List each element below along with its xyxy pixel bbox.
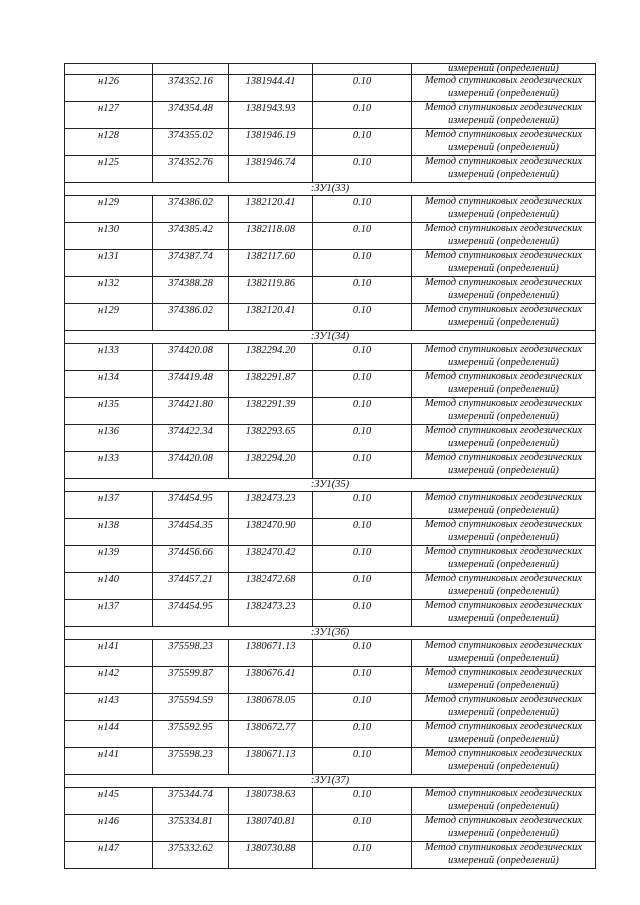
point-cell: н141 xyxy=(65,748,153,775)
method-cell xyxy=(412,492,596,519)
y-cell: 1381946.74 xyxy=(229,156,313,183)
method-line-2: измерений (определений) xyxy=(448,558,559,570)
method-line-1: Метод спутниковых геодезических xyxy=(424,129,583,140)
y-cell: 1382472.68 xyxy=(229,573,313,600)
method-line-1: Метод спутниковых геодезических xyxy=(424,344,583,355)
method-line-2: измерений (определений) xyxy=(448,531,559,543)
method-line-1: Метод спутниковых геодезических xyxy=(424,815,583,826)
accuracy-cell: 0.10 xyxy=(313,546,412,573)
point-cell: н129 xyxy=(65,196,153,223)
point-cell: н125 xyxy=(65,156,153,183)
accuracy-cell: 0.10 xyxy=(313,600,412,627)
x-cell: 375598.23 xyxy=(153,640,229,667)
method-line-1: Метод спутниковых геодезических xyxy=(424,156,583,167)
y-cell: 1380678.05 xyxy=(229,694,313,721)
x-cell: 375594.59 xyxy=(153,694,229,721)
x-cell: 374454.95 xyxy=(153,600,229,627)
coordinates-table xyxy=(64,63,596,869)
method-line-1: Метод спутниковых геодезических xyxy=(424,546,583,557)
table-row xyxy=(65,748,596,775)
y-cell: 1380738.63 xyxy=(229,788,313,815)
method-cell: измерений (определений) xyxy=(412,64,596,75)
point-cell: н137 xyxy=(65,600,153,627)
method-cell xyxy=(412,371,596,398)
method-line-1: Метод спутниковых геодезических xyxy=(424,102,583,113)
method-cell xyxy=(412,102,596,129)
method-line-1: Метод спутниковых геодезических xyxy=(424,788,583,799)
point-cell: н147 xyxy=(65,842,153,869)
accuracy-cell: 0.10 xyxy=(313,371,412,398)
accuracy-cell: 0.10 xyxy=(313,425,412,452)
table-row xyxy=(65,371,596,398)
method-line-2: измерений (определений) xyxy=(448,383,559,395)
table-row xyxy=(65,667,596,694)
method-cell xyxy=(412,196,596,223)
table-row xyxy=(65,75,596,102)
coordinates-table-sheet xyxy=(64,63,592,869)
point-cell: н137 xyxy=(65,492,153,519)
table-row xyxy=(65,129,596,156)
method-line-1: Метод спутниковых геодезических xyxy=(424,748,583,759)
point-cell: н145 xyxy=(65,788,153,815)
method-cell xyxy=(412,277,596,304)
accuracy-cell: 0.10 xyxy=(313,573,412,600)
y-cell: 1381946.19 xyxy=(229,129,313,156)
accuracy-cell: 0.10 xyxy=(313,640,412,667)
point-cell: н133 xyxy=(65,452,153,479)
method-cell xyxy=(412,842,596,869)
method-line-1: Метод спутниковых геодезических xyxy=(424,250,583,261)
x-cell: 374457.21 xyxy=(153,573,229,600)
y-cell: 1380740.81 xyxy=(229,815,313,842)
accuracy-cell: 0.10 xyxy=(313,788,412,815)
table-row xyxy=(65,102,596,129)
zone-header-row xyxy=(65,479,596,492)
table-row xyxy=(65,519,596,546)
method-cell xyxy=(412,452,596,479)
y-cell: 1382119.86 xyxy=(229,277,313,304)
method-line-2: измерений (определений) xyxy=(448,800,559,812)
x-cell: 374385.42 xyxy=(153,223,229,250)
method-line-2: измерений (определений) xyxy=(448,437,559,449)
x-cell: 375332.62 xyxy=(153,842,229,869)
method-cell xyxy=(412,600,596,627)
method-cell xyxy=(412,344,596,371)
method-line-2: измерений (определений) xyxy=(448,410,559,422)
method-line-2: измерений (определений) xyxy=(448,706,559,718)
method-line-1: Метод спутниковых геодезических xyxy=(424,667,583,678)
y-cell xyxy=(229,64,313,75)
method-cell xyxy=(412,75,596,102)
x-cell: 374420.08 xyxy=(153,344,229,371)
table-row xyxy=(65,344,596,371)
accuracy-cell: 0.10 xyxy=(313,102,412,129)
x-cell: 374420.08 xyxy=(153,452,229,479)
x-cell xyxy=(153,64,229,75)
table-row xyxy=(65,815,596,842)
table-row xyxy=(65,600,596,627)
y-cell: 1382291.87 xyxy=(229,371,313,398)
method-line-2: измерений (определений) xyxy=(448,612,559,624)
coordinates-table-body xyxy=(65,64,596,869)
accuracy-cell: 0.10 xyxy=(313,519,412,546)
method-line-2: измерений (определений) xyxy=(448,827,559,839)
point-cell: н128 xyxy=(65,129,153,156)
x-cell: 374355.02 xyxy=(153,129,229,156)
table-row xyxy=(65,250,596,277)
method-line-2: измерений (определений) xyxy=(448,733,559,745)
x-cell: 375598.23 xyxy=(153,748,229,775)
method-line-2: измерений (определений) xyxy=(448,854,559,866)
point-cell: н142 xyxy=(65,667,153,694)
method-line-2: измерений (определений) xyxy=(448,114,559,126)
x-cell: 374454.35 xyxy=(153,519,229,546)
method-cell xyxy=(412,788,596,815)
x-cell: 374387.74 xyxy=(153,250,229,277)
method-cell xyxy=(412,640,596,667)
point-cell: н131 xyxy=(65,250,153,277)
method-line-2: измерений (определений) xyxy=(448,141,559,153)
method-line-1: Метод спутниковых геодезических xyxy=(424,75,583,86)
zone-label: :ЗУ1(36) xyxy=(65,627,596,640)
method-line-2: измерений (определений) xyxy=(448,289,559,301)
y-cell: 1380671.13 xyxy=(229,640,313,667)
table-row xyxy=(65,573,596,600)
table-row xyxy=(65,842,596,869)
x-cell: 374352.76 xyxy=(153,156,229,183)
x-cell: 375599.87 xyxy=(153,667,229,694)
method-cell xyxy=(412,546,596,573)
y-cell: 1382473.23 xyxy=(229,600,313,627)
point-cell xyxy=(65,64,153,75)
point-cell: н134 xyxy=(65,371,153,398)
point-cell: н138 xyxy=(65,519,153,546)
point-cell: н126 xyxy=(65,75,153,102)
method-cell xyxy=(412,129,596,156)
point-cell: н146 xyxy=(65,815,153,842)
method-line-1: Метод спутниковых геодезических xyxy=(424,277,583,288)
method-line-2: измерений (определений) xyxy=(448,585,559,597)
method-line-1: Метод спутниковых геодезических xyxy=(424,371,583,382)
y-cell: 1382294.20 xyxy=(229,344,313,371)
x-cell: 375592.95 xyxy=(153,721,229,748)
x-cell: 374386.02 xyxy=(153,196,229,223)
method-cell xyxy=(412,223,596,250)
y-cell: 1381943.93 xyxy=(229,102,313,129)
point-cell: н130 xyxy=(65,223,153,250)
x-cell: 375344.74 xyxy=(153,788,229,815)
table-row xyxy=(65,277,596,304)
method-line-1: Метод спутниковых геодезических xyxy=(424,196,583,207)
method-line-2: измерений (определений) xyxy=(448,168,559,180)
point-cell: н133 xyxy=(65,344,153,371)
y-cell: 1380730.88 xyxy=(229,842,313,869)
x-cell: 374354.48 xyxy=(153,102,229,129)
accuracy-cell: 0.10 xyxy=(313,223,412,250)
y-cell: 1382120.41 xyxy=(229,304,313,331)
method-line-1: Метод спутниковых геодезических xyxy=(424,721,583,732)
y-cell: 1382120.41 xyxy=(229,196,313,223)
method-line-1: Метод спутниковых геодезических xyxy=(424,600,583,611)
zone-header-row xyxy=(65,331,596,344)
method-cell xyxy=(412,748,596,775)
x-cell: 374422.34 xyxy=(153,425,229,452)
x-cell: 374419.48 xyxy=(153,371,229,398)
y-cell: 1380671.13 xyxy=(229,748,313,775)
table-row xyxy=(65,425,596,452)
table-row xyxy=(65,398,596,425)
y-cell: 1382291.39 xyxy=(229,398,313,425)
method-line-1: Метод спутниковых геодезических xyxy=(424,640,583,651)
method-line-2: измерений (определений) xyxy=(448,356,559,368)
point-cell: н141 xyxy=(65,640,153,667)
method-cell xyxy=(412,815,596,842)
method-cell xyxy=(412,425,596,452)
method-line-2: измерений (определений) xyxy=(448,679,559,691)
method-cell xyxy=(412,304,596,331)
y-cell: 1381944.41 xyxy=(229,75,313,102)
y-cell: 1380672.77 xyxy=(229,721,313,748)
accuracy-cell: 0.10 xyxy=(313,75,412,102)
point-cell: н139 xyxy=(65,546,153,573)
accuracy-cell: 0.10 xyxy=(313,344,412,371)
y-cell: 1382470.42 xyxy=(229,546,313,573)
method-cell xyxy=(412,694,596,721)
x-cell: 374352.16 xyxy=(153,75,229,102)
method-line-1: Метод спутниковых геодезических xyxy=(424,573,583,584)
method-cell xyxy=(412,250,596,277)
y-cell: 1382118.08 xyxy=(229,223,313,250)
method-line-1: Метод спутниковых геодезических xyxy=(424,694,583,705)
point-cell: н129 xyxy=(65,304,153,331)
table-row xyxy=(65,196,596,223)
accuracy-cell: 0.10 xyxy=(313,452,412,479)
y-cell: 1380676.41 xyxy=(229,667,313,694)
zone-header-row xyxy=(65,183,596,196)
x-cell: 374386.02 xyxy=(153,304,229,331)
y-cell: 1382117.60 xyxy=(229,250,313,277)
method-line-1: Метод спутниковых геодезических xyxy=(424,304,583,315)
zone-label: :ЗУ1(35) xyxy=(65,479,596,492)
zone-header-row xyxy=(65,775,596,788)
method-cell xyxy=(412,667,596,694)
point-cell: н136 xyxy=(65,425,153,452)
point-cell: н127 xyxy=(65,102,153,129)
table-row xyxy=(65,304,596,331)
accuracy-cell: 0.10 xyxy=(313,398,412,425)
table-row xyxy=(65,788,596,815)
method-line-2: измерений (определений) xyxy=(448,262,559,274)
method-cell xyxy=(412,398,596,425)
y-cell: 1382473.23 xyxy=(229,492,313,519)
accuracy-cell: 0.10 xyxy=(313,815,412,842)
table-row xyxy=(65,640,596,667)
x-cell: 374388.28 xyxy=(153,277,229,304)
table-row xyxy=(65,452,596,479)
x-cell: 374456.66 xyxy=(153,546,229,573)
method-line-2: измерений (определений) xyxy=(448,504,559,516)
method-cell xyxy=(412,721,596,748)
point-cell: н144 xyxy=(65,721,153,748)
zone-label: :ЗУ1(33) xyxy=(65,183,596,196)
accuracy-cell xyxy=(313,64,412,75)
y-cell: 1382293.65 xyxy=(229,425,313,452)
zone-label: :ЗУ1(37) xyxy=(65,775,596,788)
accuracy-cell: 0.10 xyxy=(313,304,412,331)
method-line-1: Метод спутниковых геодезических xyxy=(424,398,583,409)
method-line-1: Метод спутниковых геодезических xyxy=(424,452,583,463)
point-cell: н132 xyxy=(65,277,153,304)
method-line-1: Метод спутниковых геодезических xyxy=(424,492,583,503)
method-line-2: измерений (определений) xyxy=(448,87,559,99)
zone-header-row xyxy=(65,627,596,640)
accuracy-cell: 0.10 xyxy=(313,667,412,694)
y-cell: 1382294.20 xyxy=(229,452,313,479)
x-cell: 374421.80 xyxy=(153,398,229,425)
method-cell xyxy=(412,156,596,183)
point-cell: н143 xyxy=(65,694,153,721)
method-line-2: измерений (определений) xyxy=(448,316,559,328)
y-cell: 1382470.90 xyxy=(229,519,313,546)
method-line-2: измерений (определений) xyxy=(448,208,559,220)
method-line-1: Метод спутниковых геодезических xyxy=(424,519,583,530)
method-line-2: измерений (определений) xyxy=(448,235,559,247)
accuracy-cell: 0.10 xyxy=(313,156,412,183)
method-line-1: Метод спутниковых геодезических xyxy=(424,223,583,234)
accuracy-cell: 0.10 xyxy=(313,721,412,748)
accuracy-cell: 0.10 xyxy=(313,842,412,869)
table-row xyxy=(65,156,596,183)
method-line-1: Метод спутниковых геодезических xyxy=(424,425,583,436)
method-cell xyxy=(412,519,596,546)
table-row xyxy=(65,492,596,519)
accuracy-cell: 0.10 xyxy=(313,277,412,304)
table-row xyxy=(65,546,596,573)
table-row xyxy=(65,223,596,250)
point-cell: н135 xyxy=(65,398,153,425)
accuracy-cell: 0.10 xyxy=(313,694,412,721)
point-cell: н140 xyxy=(65,573,153,600)
method-line-2: измерений (определений) xyxy=(448,760,559,772)
accuracy-cell: 0.10 xyxy=(313,196,412,223)
accuracy-cell: 0.10 xyxy=(313,748,412,775)
zone-label: :ЗУ1(34) xyxy=(65,331,596,344)
x-cell: 375334.81 xyxy=(153,815,229,842)
accuracy-cell: 0.10 xyxy=(313,129,412,156)
accuracy-cell: 0.10 xyxy=(313,250,412,277)
method-line-1: Метод спутниковых геодезических xyxy=(424,842,583,853)
x-cell: 374454.95 xyxy=(153,492,229,519)
method-cell xyxy=(412,573,596,600)
method-line-2: измерений (определений) xyxy=(448,464,559,476)
table-row xyxy=(65,721,596,748)
accuracy-cell: 0.10 xyxy=(313,492,412,519)
continuation-row xyxy=(65,64,596,75)
table-row xyxy=(65,694,596,721)
method-line-2: измерений (определений) xyxy=(448,652,559,664)
